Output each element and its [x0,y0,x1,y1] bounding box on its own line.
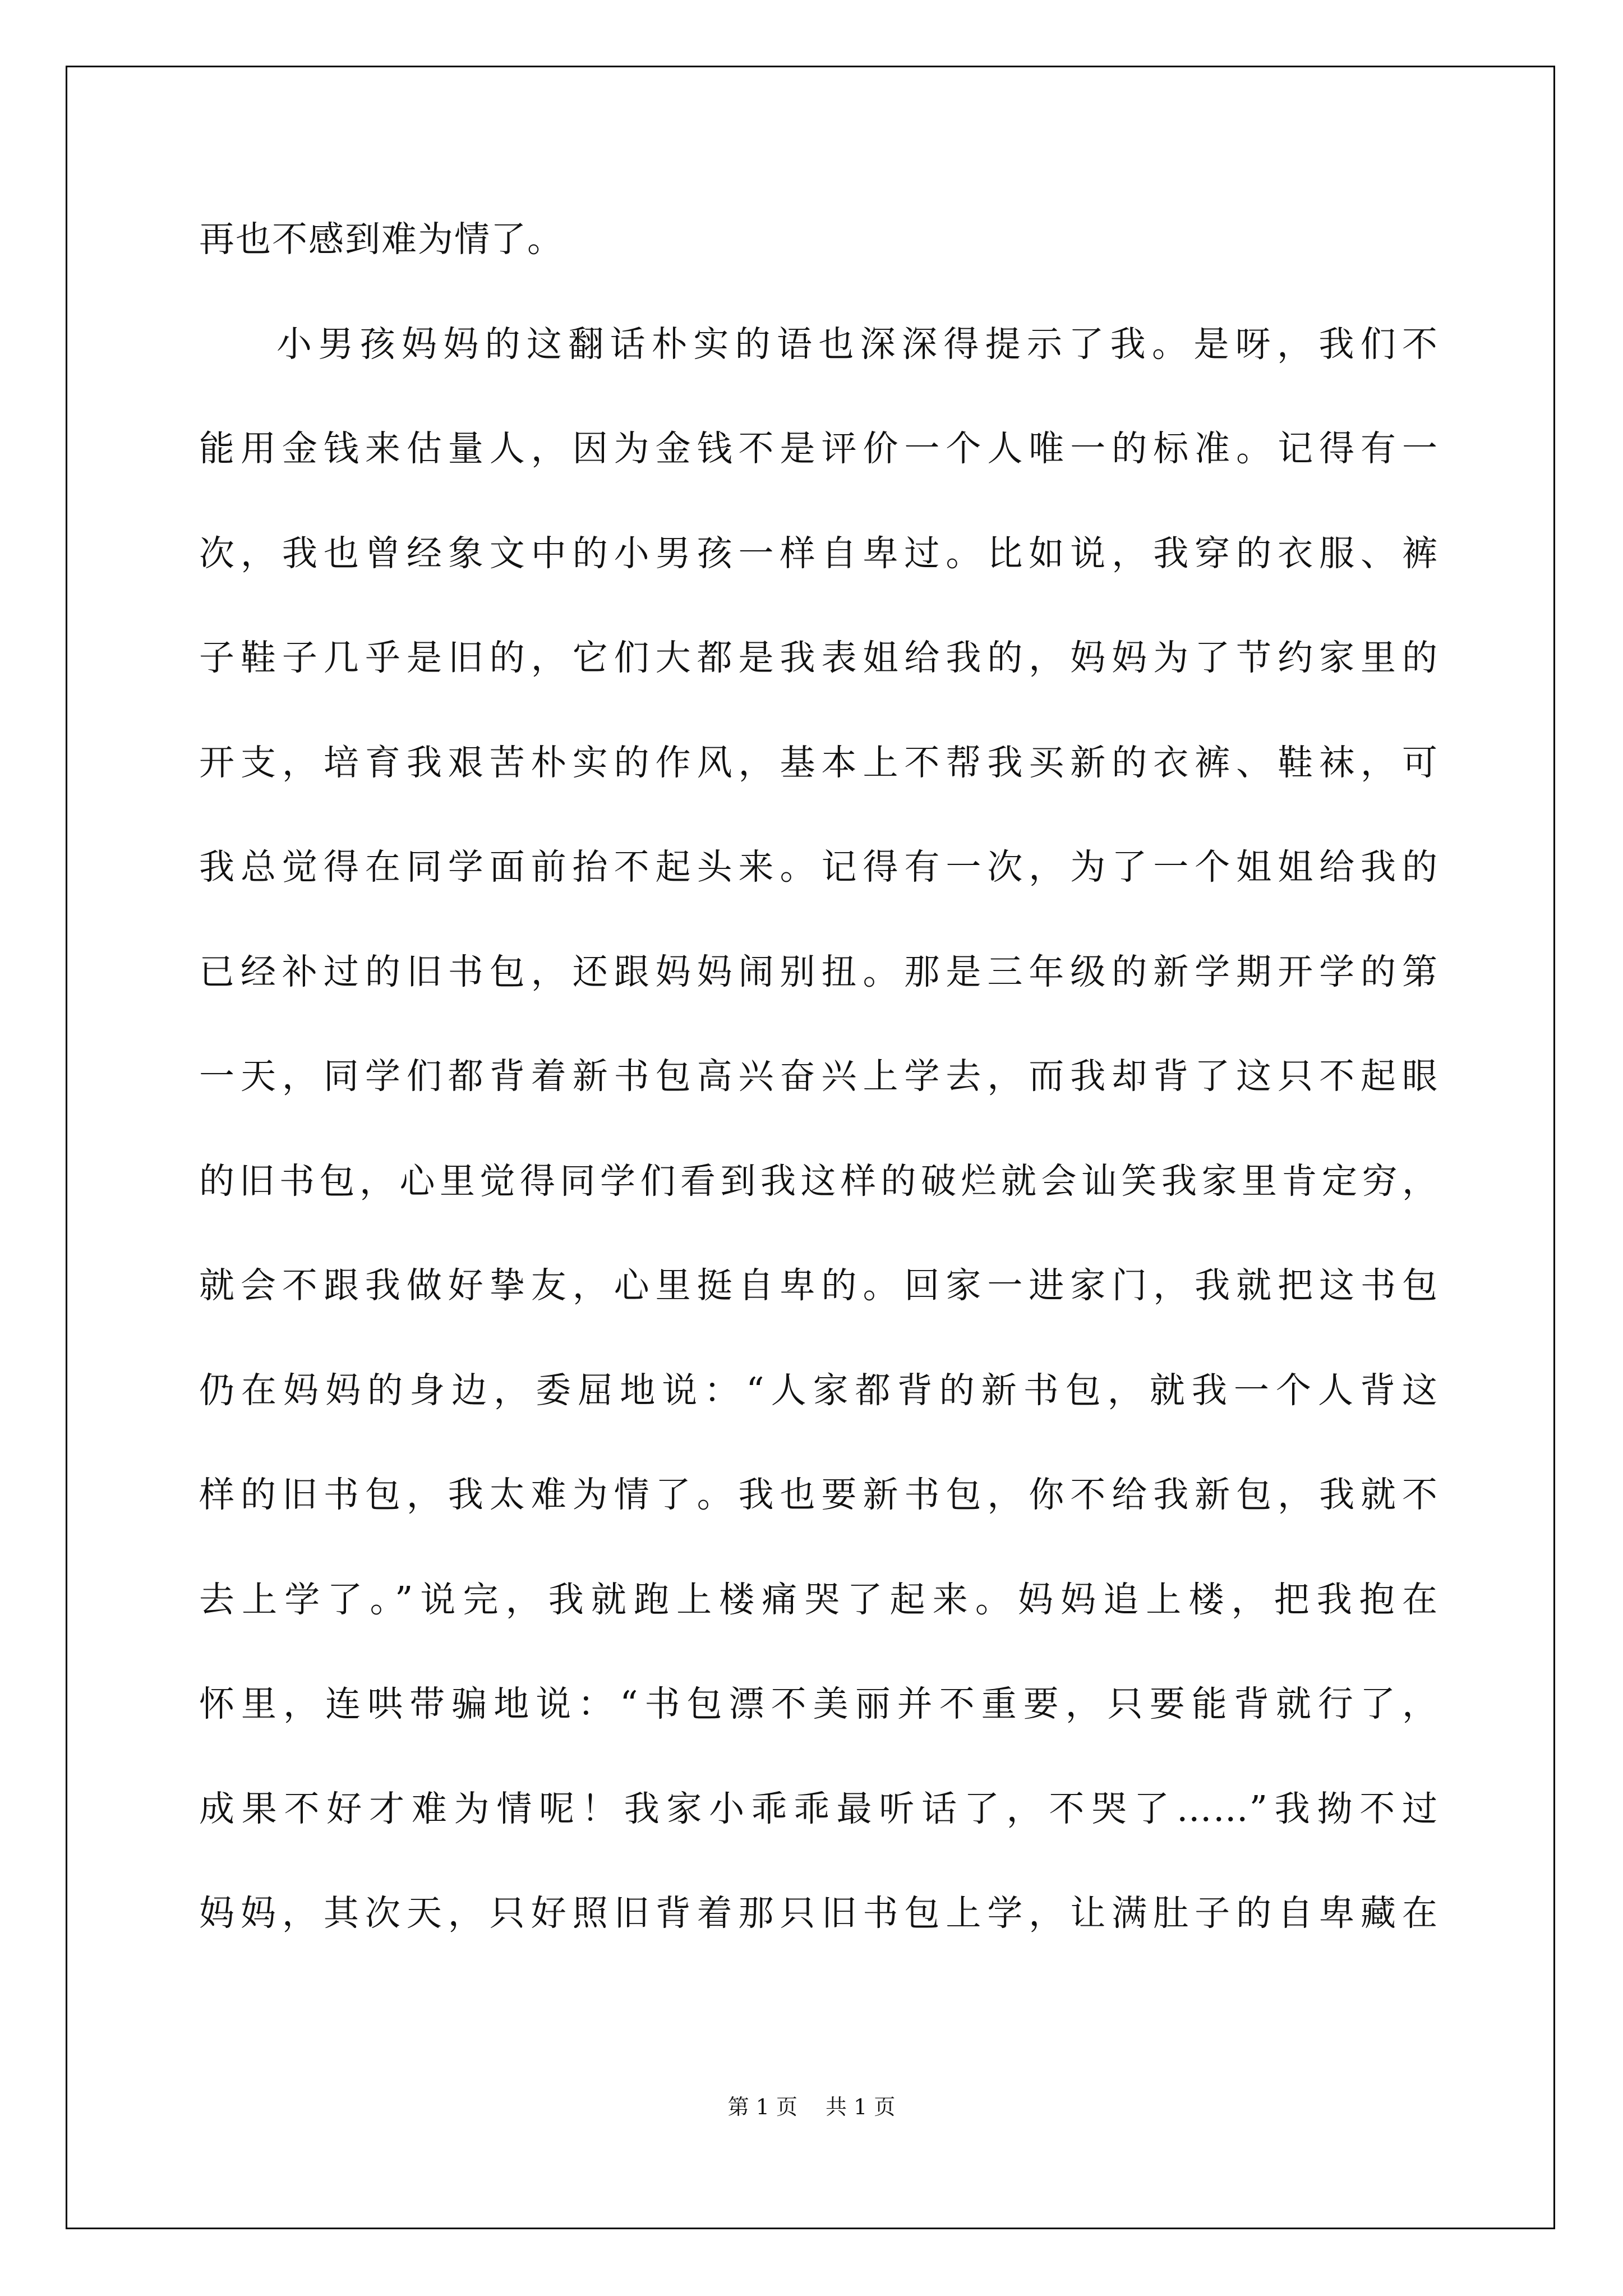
text-line: 怀里，连哄带骗地说：“书包漂不美丽并不重要，只要能背就行了， [199,1683,1438,1724]
text-line: 一天，同学们都背着新书包高兴奋兴上学去，而我却背了这只不起眼 [199,1056,1438,1097]
text-line: 子鞋子几乎是旧的，它们大都是我表姐给我的，妈妈为了节约家里的 [199,637,1438,678]
text-line: 我总觉得在同学面前抬不起头来。记得有一次，为了一个姐姐给我的 [199,846,1438,887]
page-total: 共 1 页 [826,2095,896,2119]
text-line: 就会不跟我做好挚友，心里挺自卑的。回家一进家门，我就把这书包 [199,1265,1438,1306]
text-line: 妈妈，其次天，只好照旧背着那只旧书包上学，让满肚子的自卑藏在 [199,1893,1438,1934]
text-line: 开支，培育我艰苦朴实的作风，基本上不帮我买新的衣裤、鞋袜，可 [199,742,1438,783]
body-text [199,203,1438,1982]
page-number: 第 1 页 [727,2095,797,2119]
text-line: 已经补过的旧书包，还跟妈妈闹别扭。那是三年级的新学期开学的第 [199,951,1438,992]
text-line: 成果不好才难为情呢！我家小乖乖最听话了，不哭了……”我拗不过 [199,1788,1438,1829]
text-line: 样的旧书包，我太难为情了。我也要新书包，你不给我新包，我就不 [199,1474,1438,1515]
text-line: 仍在妈妈的身边，委屈地说：“人家都背的新书包，就我一个人背这 [199,1369,1438,1411]
text-line: 的旧书包，心里觉得同学们看到我这样的破烂就会讪笑我家里肯定穷， [199,1160,1438,1202]
page-footer [0,2090,1623,2120]
text-line: 次，我也曾经象文中的小男孩一样自卑过。比如说，我穿的衣服、裤 [199,532,1438,574]
text-line: 小男孩妈妈的这翻话朴实的语也深深得提示了我。是呀，我们不 [276,323,1438,365]
text-line: 再也不感到难为情了。 [199,219,564,260]
text-line: 能用金钱来估量人，因为金钱不是评价一个人唯一的标准。记得有一 [199,428,1438,469]
text-line: 去上学了。”说完，我就跑上楼痛哭了起来。妈妈追上楼，把我抱在 [199,1579,1438,1620]
